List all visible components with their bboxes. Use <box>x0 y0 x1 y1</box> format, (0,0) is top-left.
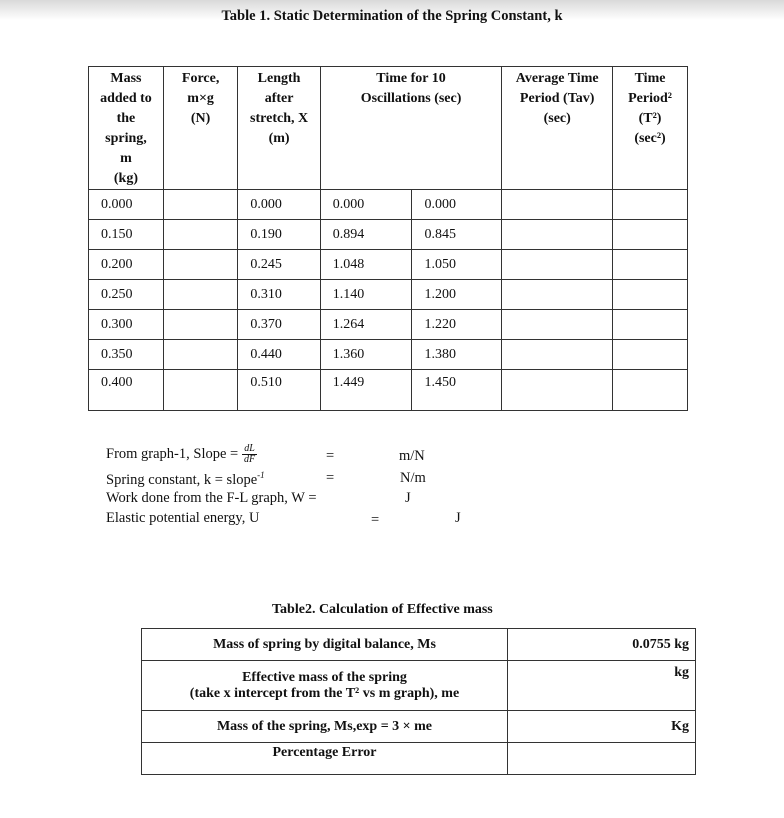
table-row <box>89 310 688 340</box>
row-label: Effective mass of the spring (take x intercept from the T² vs m graph), me <box>142 661 508 711</box>
header-mass: Mass added to the spring, m (kg) <box>89 67 164 190</box>
cell-period <box>613 280 688 310</box>
cell-length: 0.000 <box>238 190 320 220</box>
cell-force <box>163 370 237 411</box>
row-value: Kg <box>508 711 696 743</box>
table-row <box>89 340 688 370</box>
cell-period <box>613 190 688 220</box>
spring-constant-table <box>88 66 688 411</box>
elastic-energy-line: Elastic potential energy, U <box>106 510 260 526</box>
table-row <box>142 629 696 661</box>
table-row <box>89 190 688 220</box>
slope-line: From graph-1, Slope = $\frac{dL}{dF}$ <box>106 443 256 465</box>
cell-avg <box>502 250 613 280</box>
table-row <box>89 220 688 250</box>
cell-mass: 0.250 <box>89 280 164 310</box>
k-equals: = <box>326 470 335 486</box>
cell-force <box>163 310 237 340</box>
cell-time1: 1.449 <box>320 370 412 411</box>
table-row <box>142 711 696 743</box>
cell-mass: 0.400 <box>89 370 164 411</box>
cell-mass: 0.150 <box>89 220 164 250</box>
effective-mass-table <box>141 628 696 775</box>
cell-time1: 1.048 <box>320 250 412 280</box>
cell-time1: 0.894 <box>320 220 412 250</box>
cell-time2: 1.450 <box>412 370 502 411</box>
row-value <box>508 743 696 775</box>
cell-length: 0.310 <box>238 280 320 310</box>
cell-length: 0.245 <box>238 250 320 280</box>
cell-time1: 0.000 <box>320 190 412 220</box>
table2-title: Table2. Calculation of Effective mass <box>272 602 493 617</box>
header-time-period-squared: Time Period² (T²) (sec²) <box>613 67 688 190</box>
spring-constant-line: Spring constant, k = slope$^{-1}$ <box>106 470 265 488</box>
cell-period <box>613 370 688 411</box>
cell-time2: 1.200 <box>412 280 502 310</box>
row-value: kg <box>508 661 696 711</box>
slope-unit: m/N <box>399 448 425 464</box>
cell-mass: 0.200 <box>89 250 164 280</box>
row-label: Mass of spring by digital balance, Ms <box>142 629 508 661</box>
cell-avg <box>502 310 613 340</box>
table1-title: Table 1. Static Determination of the Spring Constant, k <box>221 8 563 24</box>
cell-time2: 1.380 <box>412 340 502 370</box>
table-row <box>89 280 688 310</box>
table-row <box>89 250 688 280</box>
header-force: Force, m×g (N) <box>163 67 237 190</box>
cell-mass: 0.300 <box>89 310 164 340</box>
cell-avg <box>502 340 613 370</box>
cell-avg <box>502 370 613 411</box>
cell-time2: 1.050 <box>412 250 502 280</box>
cell-length: 0.440 <box>238 340 320 370</box>
cell-mass: 0.350 <box>89 340 164 370</box>
cell-time2: 0.000 <box>412 190 502 220</box>
slope-equals: = <box>326 448 335 464</box>
row-label: Mass of the spring, Ms,exp = 3 × me <box>142 711 508 743</box>
header-time-10-oscillations: Time for 10 Oscillations (sec) <box>320 67 502 190</box>
cell-force <box>163 280 237 310</box>
cell-force <box>163 340 237 370</box>
work-unit: J <box>405 490 411 506</box>
row-label: Percentage Error <box>142 743 508 775</box>
u-unit: J <box>455 510 461 526</box>
header-average-time: Average Time Period (Tav) (sec) <box>502 67 613 190</box>
cell-period <box>613 310 688 340</box>
cell-force <box>163 250 237 280</box>
cell-avg <box>502 190 613 220</box>
header-length: Length after stretch, X (m) <box>238 67 320 190</box>
k-unit: N/m <box>400 470 426 486</box>
cell-period <box>613 220 688 250</box>
table-row <box>89 370 688 411</box>
cell-period <box>613 250 688 280</box>
cell-force <box>163 190 237 220</box>
cell-period <box>613 340 688 370</box>
slope-fraction: $\frac{dL}{dF}$ <box>243 443 256 465</box>
table-row <box>142 661 696 711</box>
table1-header-row <box>89 67 688 190</box>
cell-force <box>163 220 237 250</box>
cell-length: 0.510 <box>238 370 320 411</box>
cell-length: 0.370 <box>238 310 320 340</box>
u-equals: = <box>371 512 380 528</box>
row-value: 0.0755 kg <box>508 629 696 661</box>
cell-length: 0.190 <box>238 220 320 250</box>
cell-time2: 0.845 <box>412 220 502 250</box>
cell-time1: 1.140 <box>320 280 412 310</box>
cell-time1: 1.360 <box>320 340 412 370</box>
work-done-line: Work done from the F-L graph, W = <box>106 490 317 506</box>
cell-avg <box>502 220 613 250</box>
cell-time2: 1.220 <box>412 310 502 340</box>
cell-mass: 0.000 <box>89 190 164 220</box>
table-row <box>142 743 696 775</box>
cell-time1: 1.264 <box>320 310 412 340</box>
cell-avg <box>502 280 613 310</box>
